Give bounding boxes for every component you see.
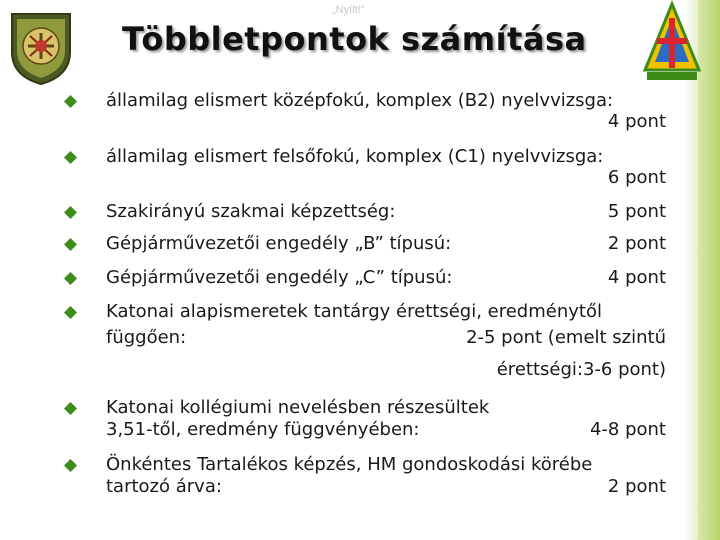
list-item <box>106 418 666 442</box>
list-item-points: 4 pont <box>607 111 666 132</box>
list-item-points: 2 pont <box>607 233 666 254</box>
list-item <box>106 475 666 499</box>
list-item-points: 6 pont <box>607 167 666 188</box>
list-item-text: államilag elismert középfokú, komplex (B2) nyelvvizsga: <box>106 90 614 111</box>
diamond-icon <box>64 272 77 285</box>
list-item-text: Önkéntes Tartalékos képzés, HM gondoskodási körébe <box>106 454 593 475</box>
list-item <box>106 200 666 224</box>
list-item-text: Katonai kollégiumi nevelésben részesültek <box>106 397 490 418</box>
list-item-text: Katonai alapismeretek tantárgy érettségi, eredménytől <box>106 301 602 322</box>
list-item-text: 3,51-től, eredmény függvényében: <box>106 419 420 440</box>
list-item-points: 4-8 pont <box>589 419 666 440</box>
decorative-sidebar <box>698 0 720 540</box>
slide-stamp: „Nyílt!” <box>332 4 365 16</box>
diamond-icon <box>64 206 77 219</box>
diamond-icon <box>64 306 77 319</box>
list-item-text: államilag elismert felsőfokú, komplex (C1) nyelvvizsga: <box>106 146 604 167</box>
emblem-logo-right <box>643 0 701 84</box>
list-item-points: érettségi:3-6 pont) <box>496 359 666 380</box>
list-item-text: Gépjárművezetői engedély „B” típusú: <box>106 233 452 254</box>
crest-logo-left <box>6 6 76 86</box>
list-item-points: 4 pont <box>607 267 666 288</box>
list-item-text: Gépjárművezetői engedély „C” típusú: <box>106 267 453 288</box>
list-item-text: Szakirányú szakmai képzettség: <box>106 201 396 222</box>
diamond-icon <box>64 238 77 251</box>
page-title: Többletpontok számítása <box>122 20 587 58</box>
list-item <box>106 266 666 290</box>
list-item-text: függően: <box>106 327 187 348</box>
diamond-icon <box>64 151 77 164</box>
list-item-text: tartozó árva: <box>106 476 222 497</box>
list-item-points: 2 pont <box>607 476 666 497</box>
list-item-points: 2-5 pont (emelt szintű <box>466 327 666 348</box>
list-item <box>106 326 666 350</box>
diamond-icon <box>64 95 77 108</box>
diamond-icon <box>64 459 77 472</box>
list-item <box>106 232 666 256</box>
diamond-icon <box>64 402 77 415</box>
list-item-points: 5 pont <box>607 201 666 222</box>
